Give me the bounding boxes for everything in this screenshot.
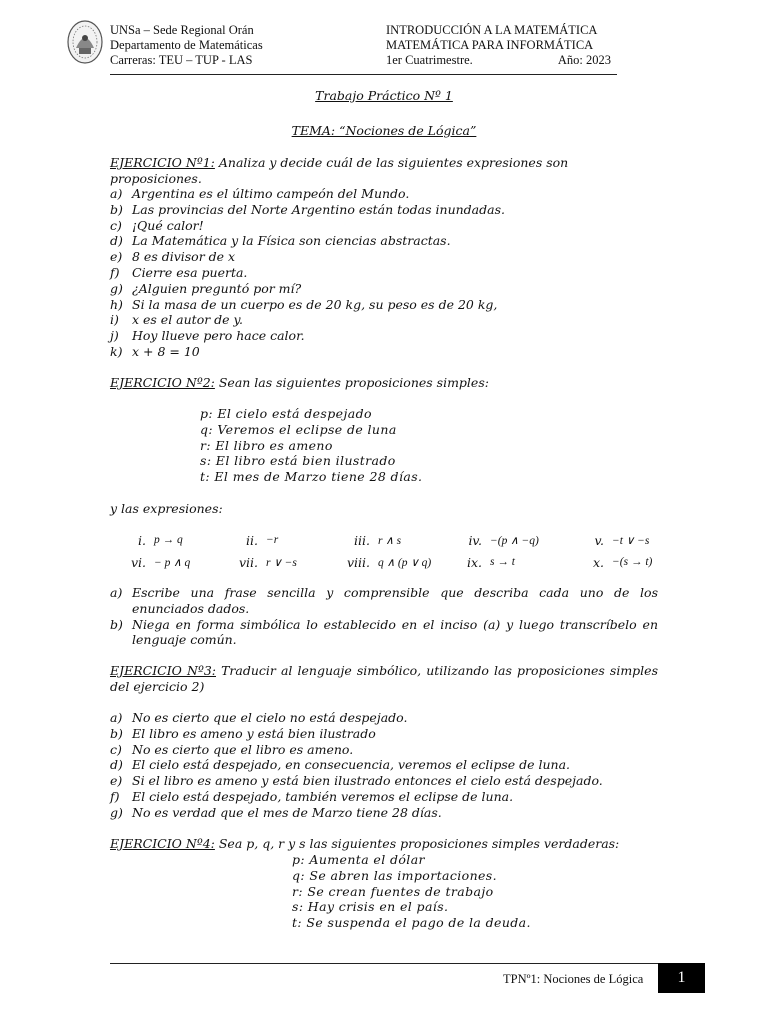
- expression-cell: [334, 533, 446, 548]
- expression-number: vi.: [130, 554, 146, 570]
- list-item-text: Escribe una frase sencilla y comprensible que describa cada uno de los enunciados dados.: [132, 585, 658, 616]
- list-item-letter: k): [110, 343, 123, 359]
- expression-cell: [222, 555, 334, 570]
- expression-cell: [568, 555, 658, 570]
- proposition: r: Se crean fuentes de trabajo: [292, 883, 494, 899]
- expression-cell: [568, 533, 658, 548]
- list-item: [110, 265, 658, 281]
- list-item-letter: a): [110, 186, 123, 201]
- list-item-text: x + 8 = 10: [132, 343, 200, 359]
- list-item-letter: f): [110, 788, 120, 804]
- list-item-text: Si la masa de un cuerpo es de 20 kg, su peso es de 20 kg,: [132, 296, 498, 312]
- exercise-1-label: EJERCICIO Nº1:: [110, 155, 215, 170]
- exercise-2-propositions: [200, 406, 422, 485]
- expression-number: iii.: [354, 532, 370, 548]
- list-item-text: Hoy llueve pero hace calor.: [132, 328, 305, 344]
- expression-number: i.: [138, 532, 146, 548]
- proposition: s: Hay crisis en el país.: [292, 899, 449, 915]
- proposition: r: El libro es ameno: [200, 437, 333, 453]
- expression-cell: [110, 533, 222, 548]
- expression-formula: −t ∨ −s: [612, 535, 650, 547]
- list-item-letter: e): [110, 773, 123, 789]
- document-title: Trabajo Práctico Nº 1: [315, 88, 453, 103]
- list-item-text: Las provincias del Norte Argentino están todas inundadas.: [132, 201, 505, 217]
- exercise-4-text: Sea p, q, r y s las siguientes proposiciones simples verdaderas:: [214, 836, 620, 851]
- list-item-letter: c): [110, 741, 122, 757]
- list-item-letter: e): [110, 249, 123, 265]
- list-item-letter: b): [110, 201, 123, 217]
- expression-formula: − p ∧ q: [154, 557, 191, 569]
- university-seal-icon: [66, 18, 104, 66]
- list-item: [110, 218, 658, 234]
- header-course: [386, 23, 611, 68]
- header-course-line2: MATEMÁTICA PARA INFORMÁTICA: [386, 38, 594, 52]
- list-item: [110, 312, 658, 328]
- expression-formula: −(p ∧ −q): [490, 535, 539, 547]
- list-item-letter: b): [110, 616, 123, 632]
- list-item-letter: d): [110, 233, 123, 249]
- list-item-text: x es el autor de y.: [132, 312, 243, 328]
- exercise-4-propositions: [292, 852, 531, 931]
- list-item-text: No es cierto que el libro es ameno.: [132, 741, 354, 757]
- exercise-2-expressions: [110, 529, 658, 573]
- header-term-row: [386, 53, 611, 68]
- expression-formula: p → q: [154, 534, 183, 546]
- list-item: [110, 757, 658, 773]
- list-item: [110, 233, 658, 249]
- expression-number: vii.: [238, 554, 258, 570]
- exercise-1-statement: [110, 155, 658, 187]
- exercise-2-statement: [110, 375, 658, 391]
- list-item-letter: g): [110, 280, 123, 296]
- exercise-3-text: Traducir al lenguaje simbólico, utilizando las proposiciones simples del ejercicio 2): [110, 663, 658, 694]
- list-item: [110, 344, 658, 360]
- list-item-letter: c): [110, 217, 122, 233]
- exercise-4-statement: [110, 836, 658, 852]
- exercise-1-list: [110, 186, 658, 360]
- expression-formula: s → t: [490, 556, 515, 568]
- expression-formula: q ∧ (p ∨ q): [378, 557, 432, 569]
- list-item-text: ¿Alguien preguntó por mí?: [132, 280, 302, 296]
- page-number: 1: [658, 963, 705, 993]
- proposition: q: Se abren las importaciones.: [292, 867, 497, 883]
- expression-cell: [446, 533, 568, 548]
- exercise-3-statement: [110, 663, 658, 695]
- exercise-2-label: EJERCICIO Nº2:: [110, 375, 215, 390]
- proposition: t: El mes de Marzo tiene 28 días.: [200, 469, 423, 485]
- list-item-text: La Matemática y la Física son ciencias abstractas.: [132, 233, 451, 249]
- header-year: Año: 2023: [557, 53, 611, 67]
- footer-divider: [110, 963, 658, 964]
- list-item-text: No es cierto que el cielo no está despejado.: [132, 710, 408, 725]
- list-item-letter: a): [110, 710, 123, 725]
- header-institution: [110, 23, 370, 68]
- exercise-3-label: EJERCICIO Nº3:: [110, 663, 216, 678]
- list-item: [110, 281, 658, 297]
- exercise-4-label: EJERCICIO Nº4:: [110, 836, 215, 851]
- expression-number: ii.: [246, 532, 258, 548]
- proposition: p: Aumenta el dólar: [292, 852, 425, 867]
- list-item: [110, 773, 658, 789]
- expression-number: x.: [592, 554, 604, 570]
- proposition: s: El libro está bien ilustrado: [200, 453, 396, 469]
- list-item-letter: f): [110, 264, 120, 280]
- proposition: q: Veremos el eclipse de luna: [200, 421, 397, 437]
- header-divider: [110, 74, 617, 75]
- list-item-letter: a): [110, 585, 123, 600]
- list-item-text: Argentina es el último campeón del Mundo.: [132, 186, 410, 201]
- list-item-letter: g): [110, 804, 123, 820]
- document-topic: TEMA: “Nociones de Lógica”: [291, 123, 477, 138]
- expression-number: ix.: [466, 554, 482, 570]
- list-item-text: 8 es divisor de x: [132, 249, 236, 265]
- list-item-letter: b): [110, 725, 123, 741]
- expression-cell: [446, 555, 568, 570]
- list-item: [110, 710, 658, 726]
- expression-formula: r ∨ −s: [266, 557, 297, 569]
- expression-formula: −(s → t): [612, 556, 653, 568]
- exercise-2-text: Sean las siguientes proposiciones simples:: [214, 375, 489, 390]
- list-item-letter: d): [110, 757, 123, 773]
- expression-cell: [334, 555, 446, 570]
- expression-number: iv.: [468, 532, 482, 548]
- header-term: 1er Cuatrimestre.: [386, 53, 473, 67]
- list-item: [110, 617, 658, 649]
- list-item: [110, 789, 658, 805]
- list-item-text: No es verdad que el mes de Marzo tiene 28 días.: [132, 804, 442, 820]
- exercise-2-list: [110, 585, 658, 648]
- list-item-text: Niega en forma simbólica lo establecido en el inciso (a) y luego transcríbelo en lenguaje común.: [132, 616, 658, 648]
- list-item-letter: j): [110, 328, 119, 344]
- expression-cell: [222, 533, 334, 548]
- expression-number: viii.: [346, 554, 370, 570]
- list-item-text: Si el libro es ameno y está bien ilustrado entonces el cielo está despejado.: [132, 773, 603, 789]
- list-item: [110, 186, 658, 202]
- list-item: [110, 328, 658, 344]
- exercise-1-text: Analiza y decide cuál de las siguientes expresiones son proposiciones.: [110, 155, 569, 186]
- header-careers-line: Carreras: TEU – TUP - LAS: [110, 53, 253, 67]
- list-item: [110, 249, 658, 265]
- expression-formula: −r: [266, 534, 279, 546]
- list-item-text: El cielo está despejado, en consecuencia, veremos el eclipse de luna.: [132, 757, 571, 773]
- expression-formula: r ∧ s: [378, 535, 402, 547]
- list-item-letter: h): [110, 296, 123, 312]
- proposition: p: El cielo está despejado: [200, 406, 372, 421]
- header-department-line: Departamento de Matemáticas: [110, 38, 263, 52]
- exercise-2-and-text: y las expresiones:: [110, 501, 223, 516]
- list-item: [110, 805, 658, 821]
- list-item-letter: i): [110, 312, 119, 328]
- header-institution-line: UNSa – Sede Regional Orán: [110, 23, 254, 37]
- list-item-text: Cierre esa puerta.: [132, 264, 248, 280]
- expressions-row-2: [110, 551, 658, 573]
- header-course-line1: INTRODUCCIÓN A LA MATEMÁTICA: [386, 23, 598, 37]
- proposition: t: Se suspenda el pago de la deuda.: [292, 915, 531, 931]
- expressions-row-1: [110, 529, 658, 551]
- list-item: [110, 202, 658, 218]
- list-item-text: ¡Qué calor!: [132, 217, 204, 233]
- exercise-3-list: [110, 710, 658, 821]
- list-item: [110, 585, 658, 617]
- expression-number: v.: [594, 532, 604, 548]
- footer-title: TPNº1: Nociones de Lógica: [503, 972, 644, 986]
- list-item-text: El libro es ameno y está bien ilustrado: [132, 725, 376, 741]
- list-item-text: El cielo está despejado, también veremos el eclipse de luna.: [132, 788, 514, 804]
- list-item: [110, 726, 658, 742]
- list-item: [110, 742, 658, 758]
- expression-cell: [110, 555, 222, 570]
- list-item: [110, 297, 658, 313]
